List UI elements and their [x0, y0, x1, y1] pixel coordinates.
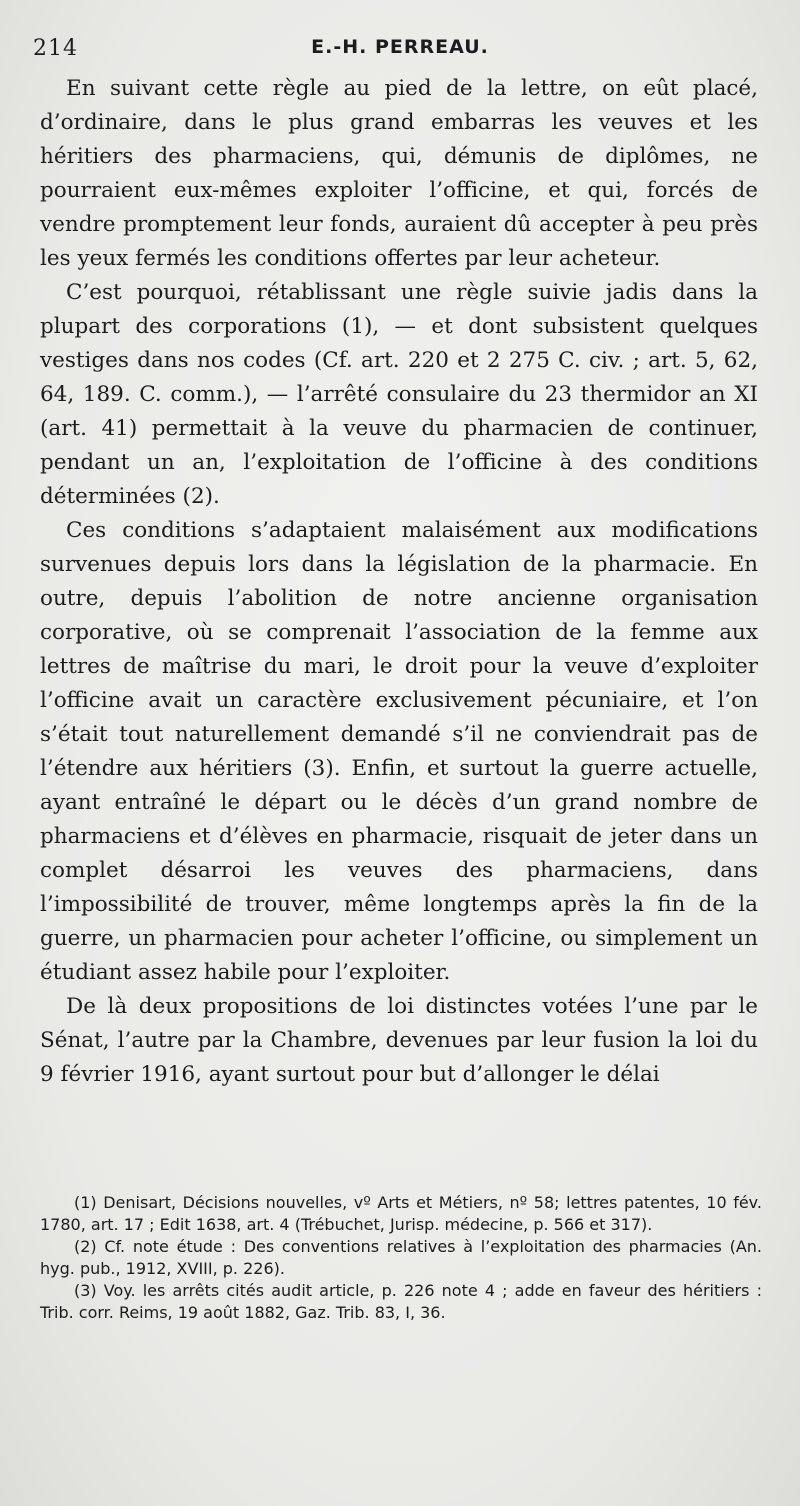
- paragraph: Ces conditions s’adaptaient malaisément aux modifications survenues depuis lors dans la législation de la pharmacie. En outre, depuis l’abolition de notre ancienne organisation corporative, où se comprenait l’association de la femme aux lettres de maîtrise du mari, le droit pour la veuve d’exploiter l’officine avait un caractère exclusivement pécuniaire, et l’on s’était tout naturellement demandé s’il ne conviendrait pas de l’étendre aux héritiers (3). Enfin, et surtout la guerre actuelle, ayant entraîné le départ ou le décès d’un grand nombre de pharmaciens et d’élèves en pharmacie, risquait de jeter dans un complet désarroi les veuves des pharmaciens, dans l’impossibilité de trouver, même longtemps après la fin de la guerre, un pharmacien pour acheter l’officine, ou simplement un étudiant assez habile pour l’exploiter.: [40, 518, 758, 985]
- paragraph: En suivant cette règle au pied de la lettre, on eût placé, d’ordinaire, dans le plus grand embarras les veuves et les héritiers des pharmaciens, qui, démunis de diplômes, ne pourraient eux-mêmes exploiter l’officine, et qui, forcés de vendre promptement leur fonds, auraient dû accepter à peu près les yeux fermés les conditions offertes par leur acheteur.: [40, 76, 758, 271]
- footnote: (2) Cf. note étude : Des conventions relatives à l’exploitation des pharmacies (An. hyg. pub., 1912, XVIII, p. 226).: [40, 1237, 762, 1278]
- footnote: (1) Denisart, Décisions nouvelles, vº Arts et Métiers, nº 58; lettres patentes, 10 fév. 1780, art. 17 ; Edit 1638, art. 4 (Trébuchet, Jurisp. médecine, p. 566 et 317).: [40, 1193, 762, 1234]
- page-number: 214: [33, 36, 78, 61]
- footnotes: [40, 1192, 762, 1324]
- footnote: (3) Voy. les arrêts cités audit article, p. 226 note 4 ; adde en faveur des héritiers : Trib. corr. Reims, 19 août 1882, Gaz. Trib. 83, I, 36.: [40, 1281, 762, 1322]
- paragraph: C’est pourquoi, rétablissant une règle suivie jadis dans la plupart des corporations (1), — et dont subsistent quelques vestiges dans nos codes (Cf. art. 220 et 2 275 C. civ. ; art. 5, 62, 64, 189. C. comm.), — l’arrêté consulaire du 23 thermidor an XI (art. 41) permettait à la veuve du pharmacien de continuer, pendant un an, l’exploitation de l’officine à des conditions déterminées (2).: [40, 280, 758, 509]
- running-head: E.-H. PERREAU.: [311, 36, 489, 58]
- paragraph: De là deux propositions de loi distinctes votées l’une par le Sénat, l’autre par la Chambre, devenues par leur fusion la loi du 9 février 1916, ayant surtout pour but d’allonger le délai: [40, 994, 758, 1087]
- body-text: [40, 72, 758, 1092]
